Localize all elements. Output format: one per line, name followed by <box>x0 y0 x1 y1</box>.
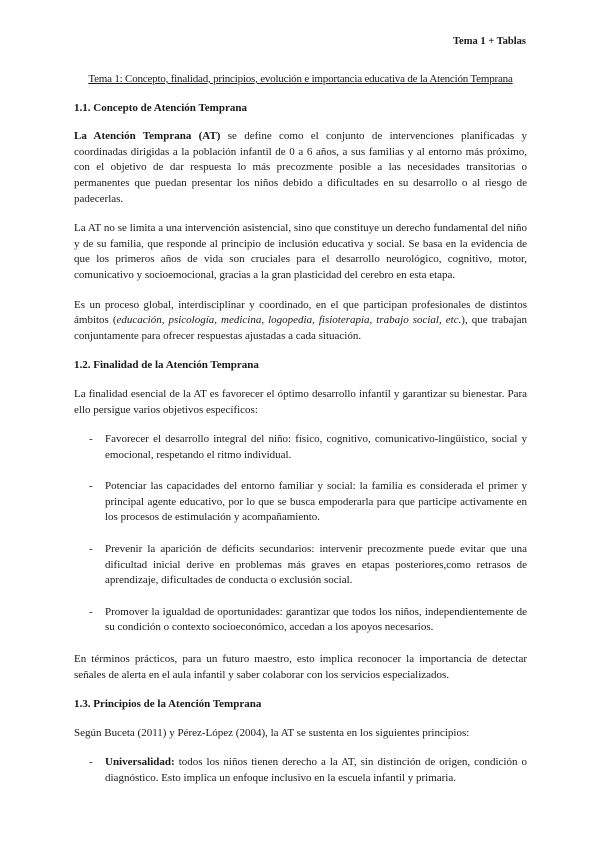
proceso-text-start: Es un proceso global, interdisciplinar y coordinado, en el que participan profesionales de distintos ámbitos ( <box>74 298 527 327</box>
paragraph-finalidad-closing: En términos prácticos, para un futuro maestro, esto implica reconocer la importancia de detectar señales de alerta en el aula infantil y saber colaborar con los servicios especializados. <box>74 653 527 681</box>
paragraph-finalidad-intro: La finalidad esencial de la AT es favorecer el óptimo desarrollo infantil y garantizar su bienestar. Para ello persigue varios objetivos específicos: <box>74 387 527 416</box>
principios-list <box>74 755 527 786</box>
dash-marker: - <box>89 605 93 618</box>
list-item-text: todos los niños tienen derecho a la AT, sin distinción de origen, condición o diagnóstico. Esto implica un enfoque inclusivo en la escuela infantil y primaria. <box>105 756 527 784</box>
paragraph-principios-intro: Según Buceta (2011) y Pérez-López (2004), la AT se sustenta en los siguientes principios: <box>74 726 470 739</box>
term-atencion-temprana: La Atención Temprana (AT) <box>74 130 221 143</box>
list-item <box>74 605 527 636</box>
paragraph-proceso <box>74 298 527 345</box>
section-heading-concepto: 1.1. Concepto de Atención Temprana <box>74 101 247 114</box>
list-item <box>74 542 527 589</box>
list-item <box>74 479 527 526</box>
document-title: Tema 1: Concepto, finalidad, principios, evolución e importancia educativa de la Atención Temprana <box>88 73 513 85</box>
dash-marker: - <box>89 433 93 446</box>
section-heading-principios: 1.3. Principios de la Atención Temprana <box>74 698 262 711</box>
dash-marker: - <box>89 480 93 493</box>
page-content <box>74 72 527 801</box>
list-item <box>74 755 527 786</box>
dash-marker: - <box>89 756 93 769</box>
list-item-text: Promover la igualdad de oportunidades: garantizar que todos los niños, independientemente de su condición o contexto socioeconómico, accedan a los apoyos necesarios. <box>105 605 527 634</box>
list-item-text: Prevenir la aparición de déficits secundarios: intervenir precozmente puede evitar que una dificultad inicial derive en problemas más graves en etapas posteriores,como retrasos de aprendizaje, dificultades de conducta o exclusión social. <box>105 543 527 587</box>
principle-term: Universalidad: <box>105 756 175 769</box>
ambitos-list: educación, psicología, medicina, logopedia, fisioterapia, trabajo social, etc. <box>116 314 462 327</box>
definition-text: se define como el conjunto de intervenciones planificadas y coordinadas dirigidas a la población infantil de 0 a 6 años, a sus familias y al entorno más próximo, con el objetivo de dar respuesta lo más precozmente posible a las necesidades transitorias o permanentes que puedan presentar los niños debido a dificultades en su desarrollo o al riesgo de padecerlas. <box>74 130 527 205</box>
section-heading-finalidad: 1.2. Finalidad de la Atención Temprana <box>74 359 259 372</box>
list-item <box>74 432 527 463</box>
paragraph-derecho: La AT no se limita a una intervención asistencial, sino que constituye un derecho fundamental del niño y de su familia, que responde al principio de inclusión educativa y social. Se basa en la evidencia de que los primeros años de vida son cruciales para el desarrollo neurológico, cognitivo, motor, comunicativo y socioemocional, gracias a la gran plasticidad del cerebro en esta etapa. <box>74 222 527 281</box>
dash-marker: - <box>89 543 93 556</box>
objetivos-list <box>74 432 527 636</box>
list-item-text: Potenciar las capacidades del entorno familiar y social: la familia es considerada el primer y principal agente educativo, por lo que se busca empoderarla para que participe activamente en los procesos de estimulación y acompañamiento. <box>105 480 527 524</box>
running-header: Tema 1 + Tablas <box>453 36 526 47</box>
paragraph-definition <box>74 129 527 207</box>
proceso-text-end: ), que trabajan conjuntamente para ofrecer respuestas ajustadas a cada situación. <box>74 314 527 342</box>
list-item-text: Favorecer el desarrollo integral del niño: físico, cognitivo, comunicativo-lingüístico, social y emocional, respetando el ritmo individual. <box>105 433 527 461</box>
